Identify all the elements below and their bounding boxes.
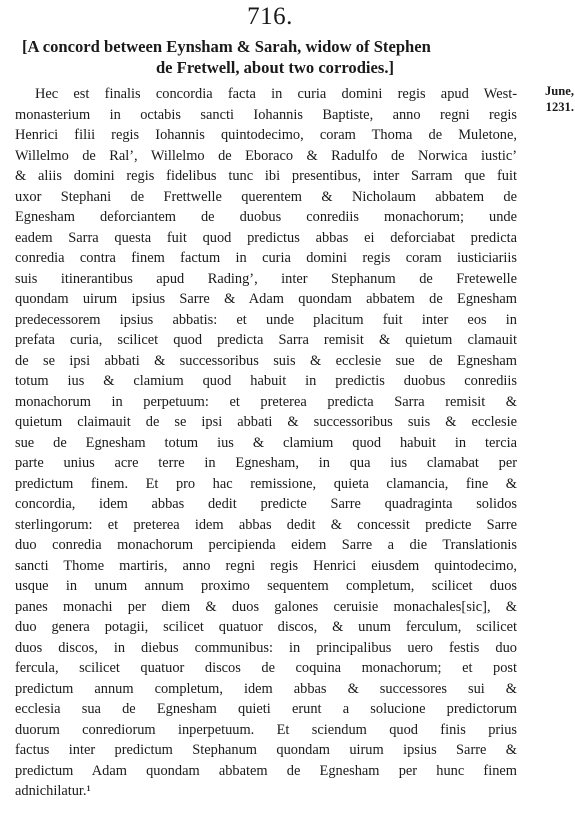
text-line: quietum claimauit de se ipsi abbati & successoribus suis & ecclesie [15, 414, 517, 430]
text-line: duo genera potagii, scilicet quatuor discos, & unum ferculum, scilicet [15, 619, 517, 635]
text-line: panes monachi per diem & duos galones ceruisie monachales[sic], & [15, 598, 517, 615]
text-line: prefata curia, scilicet quod predicta Sarra remisit & quietum clamauit [15, 332, 517, 348]
text-line: conredia contra finem factum in curia domini regis coram iusticiariis [15, 250, 517, 266]
text-line: duorum conrediorum inperpetuum. Et sciendum quod finis prius [15, 721, 517, 738]
document-heading [22, 36, 542, 78]
text-line: Egnesham deforciantem de duobus conrediis monachorum; unde [15, 209, 517, 225]
text-line: & aliis domini regis fidelibus tunc ibi presentibus, inter Sarram que fuit [15, 168, 517, 184]
text-line: monasterium in octabis sancti Iohannis Baptiste, anno regni regis [15, 106, 517, 123]
text-line: predictum Adam quondam abbatem de Egnesham per hunc finem [15, 762, 517, 779]
text-line: factus inter predictum Stephanum quondam uirum ipsius Sarre & [15, 742, 517, 758]
text-line: uxor Stephani de Frettwelle querentem & Nicholaum abbatem de [15, 188, 517, 205]
text-line: suis itinerantibus apud Rading’, inter Stephanum de Fretewelle [15, 270, 517, 287]
text-line: monachorum in perpetuum: et preterea predicta Sarra remisit & [15, 393, 517, 410]
text-line: duo conredia monachorum percipienda eidem Sarre a die Translationis [15, 537, 517, 553]
text-line: eadem Sarra questa fuit quod predictus abbas ei deforciabat predicta [15, 229, 517, 246]
text-line: Willelmo de Ral’, Willelmo de Eboraco & Radulfo de Norwica iustic’ [15, 147, 517, 164]
text-line: sterlingorum: et preterea idem abbas dedit & concessit predicte Sarre [15, 516, 517, 533]
text-line: sancti Thome martiris, anno regni regis Henrici eiusdem quintodecimo, [15, 557, 517, 574]
margin-month: June, [544, 84, 574, 98]
heading-line-2: de Fretwell, about two corrodies.] [155, 58, 395, 77]
text-line: quondam uirum ipsius Sarre & Adam quondam abbatem de Egnesham [15, 291, 517, 307]
text-line: parte unius acre terre in Egnesham, in qua ius clamabat per [15, 455, 517, 471]
text-line: usque in unum annum proximo sequentem completum, scilicet duos [15, 578, 517, 594]
text-line: predecessorem ipsius abbatis: et unde placitum fuit inter eos in [15, 311, 517, 328]
text-line: ecclesia sua de Egnesham quieti erunt a solucione predictorum [15, 701, 517, 717]
text-line: Hec est finalis concordia facta in curia domini regis apud West- [35, 86, 517, 102]
margin-date-note [524, 83, 574, 115]
text-line: fercula, scilicet quatuor discos de coquina monachorum; et post [15, 660, 517, 676]
text-line: predictum finem. Et pro hac remissione, quieta clamancia, fine & [15, 475, 517, 492]
heading-line-1: [A concord between Eynsham & Sarah, widow of Stephen [22, 37, 431, 56]
text-line: duos discos, in diebus communibus: in principalibus uero festis duo [15, 639, 517, 656]
text-line: predictum annum completum, idem abbas & successores sui & [15, 680, 517, 697]
text-line: adnichilatur.¹ [15, 783, 91, 799]
page-number: 716. [247, 3, 293, 30]
text-line: totum ius & clamium quod habuit in predictis duobus conrediis [15, 373, 517, 389]
text-line: concordia, idem abbas dedit predicte Sarre quadraginta solidos [15, 496, 517, 512]
charter-text [15, 84, 517, 802]
text-line: sue de Egnesham totum ius & clamium quod habuit in tercia [15, 434, 517, 451]
text-line: Henrici filii regis Iohannis quintodecimo, coram Thoma de Muletone, [15, 127, 517, 143]
margin-year: 1231. [545, 100, 574, 114]
text-line: de se ipsi abbati & successoribus suis & ecclesie sue de Egnesham [15, 352, 517, 369]
